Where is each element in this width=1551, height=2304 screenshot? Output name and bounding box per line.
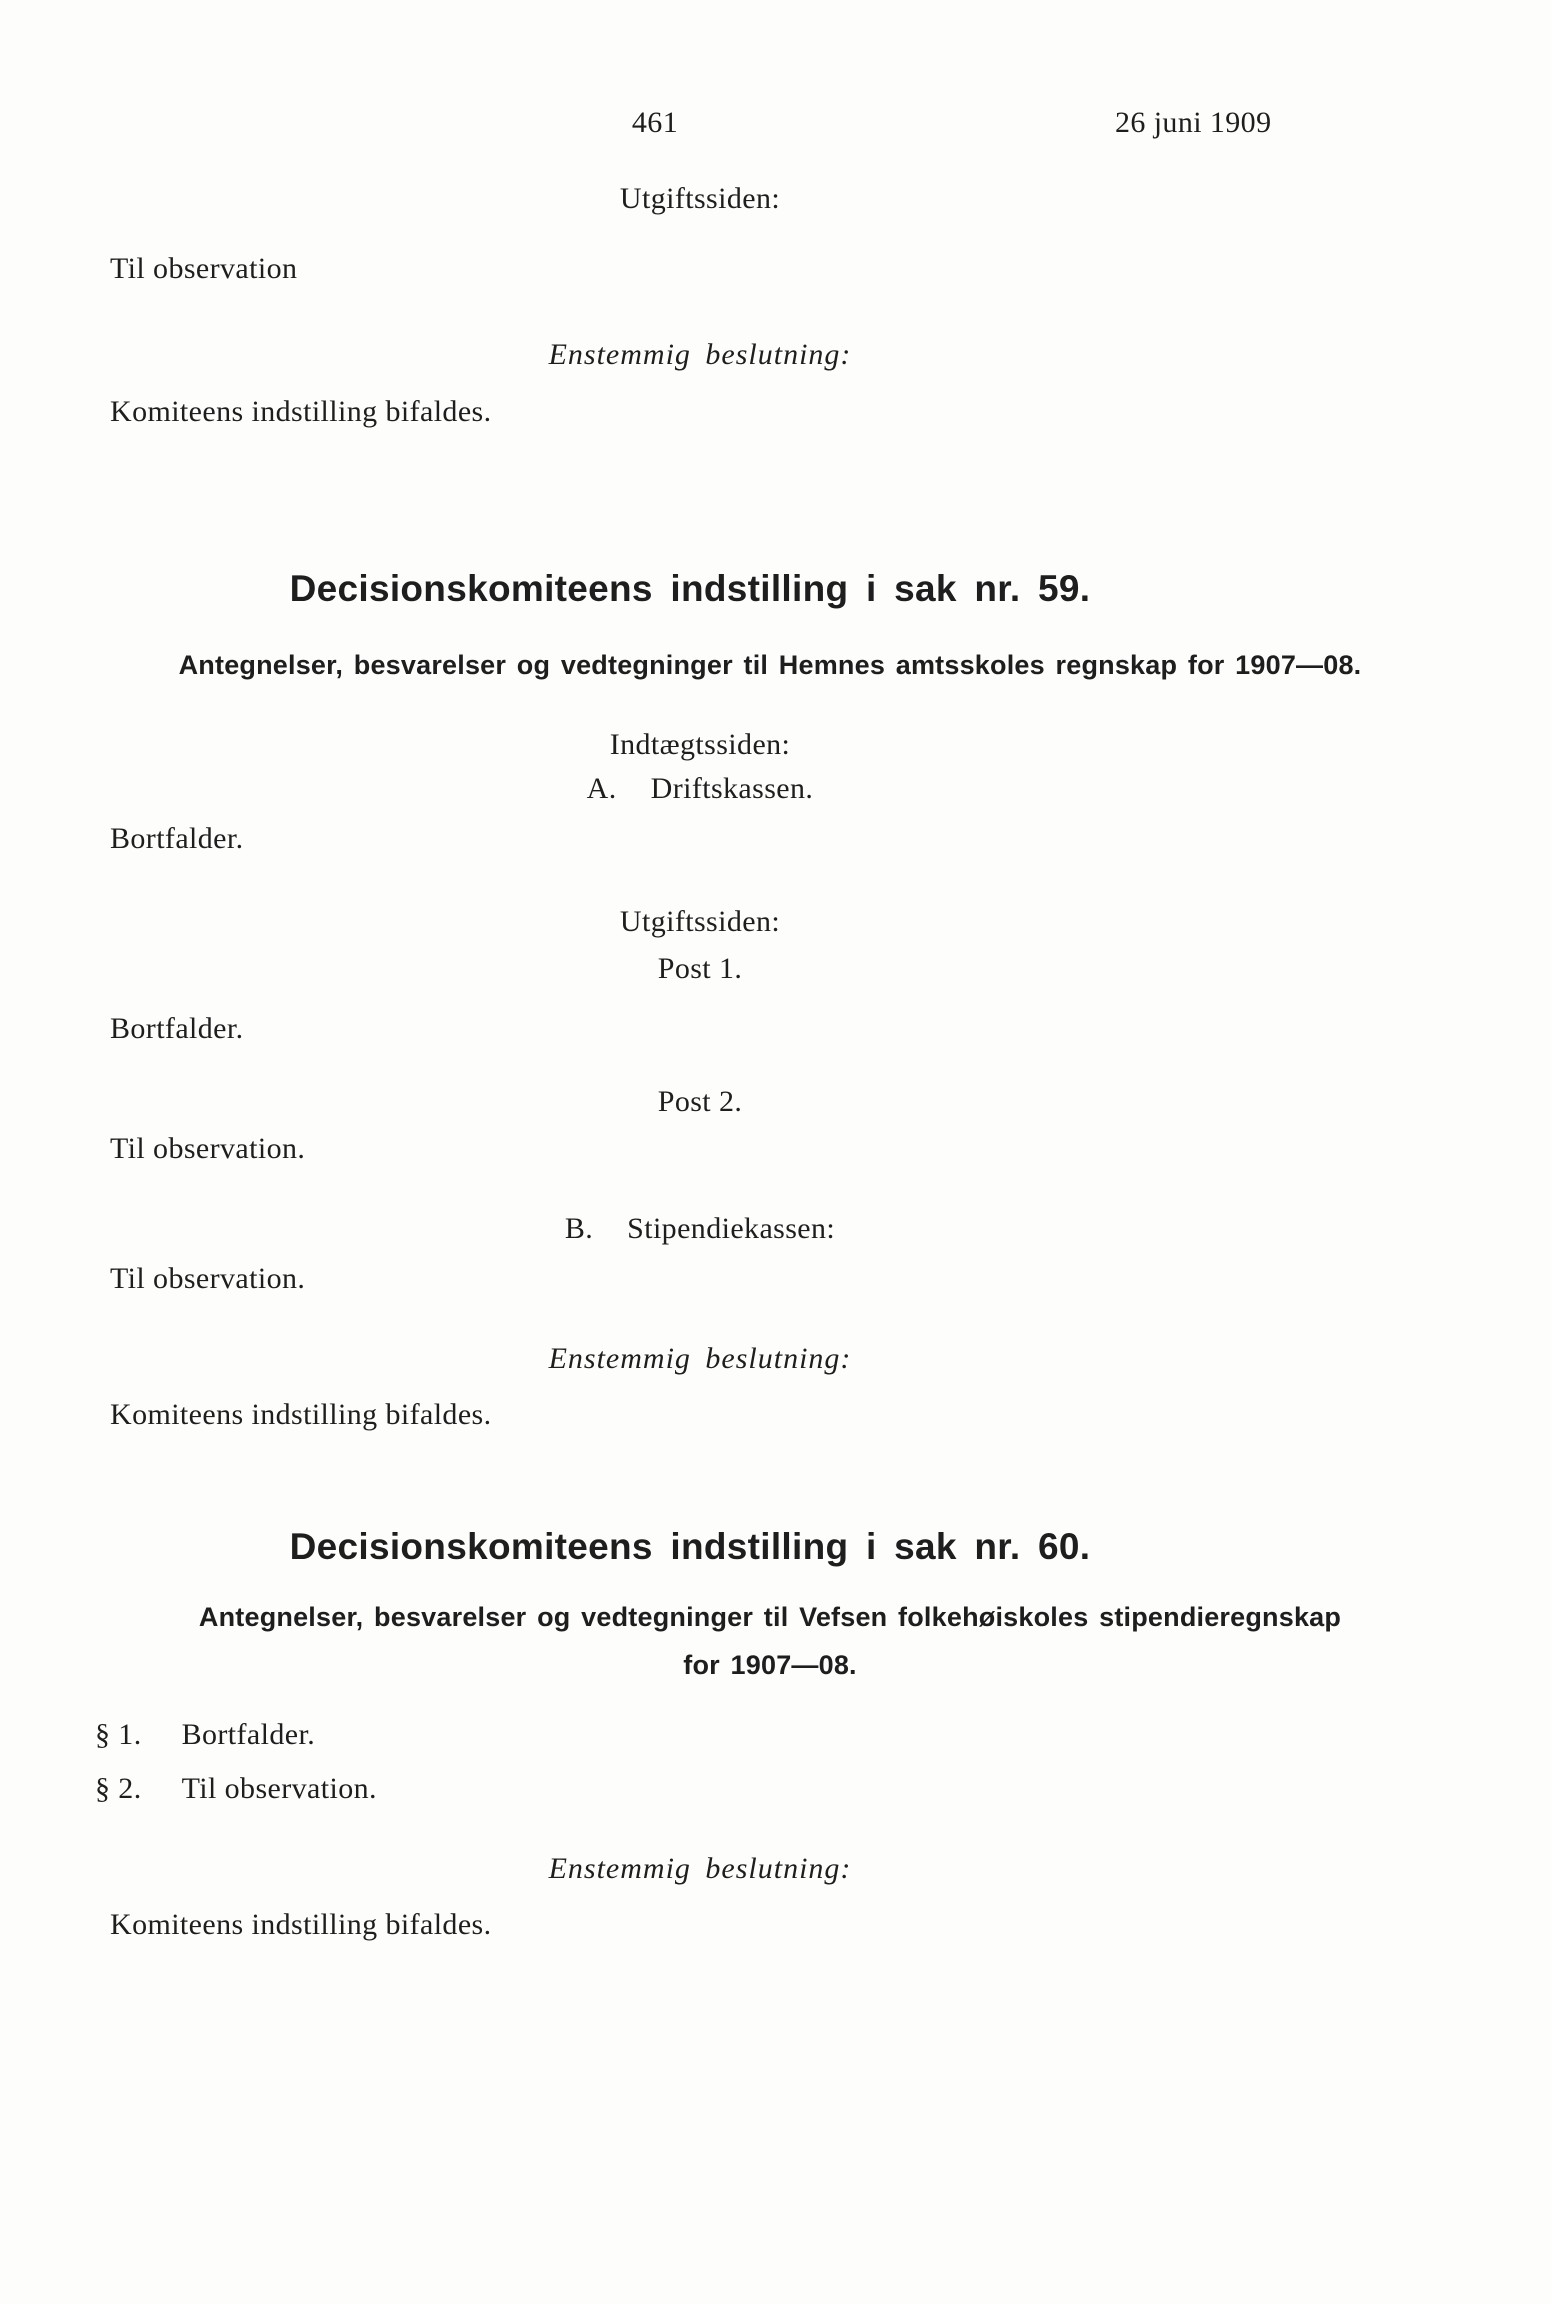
resolution-text-59: Komiteens indstilling bifaldes. [110,1398,492,1431]
post1-result-note: Bortfalder. [110,1012,244,1045]
stipend-result-note: Til observation. [110,1262,306,1295]
resolution-label-59: Enstemmig beslutning: [548,1342,852,1375]
expense-side-heading-top: Utgiftssiden: [619,182,781,215]
income-section-line [0,772,1400,806]
paragraph-1-line [95,1718,315,1752]
income-side-heading: Indtægtssiden: [609,728,791,761]
paragraph-2-text: Til observation. [181,1772,377,1805]
expense-side-heading-59: Utgiftssiden: [619,905,781,938]
paragraph-2-line [95,1772,377,1806]
stipend-section-line [0,1212,1400,1246]
resolution-text-60: Komiteens indstilling bifaldes. [110,1908,492,1941]
resolution-text-top: Komiteens indstilling bifaldes. [110,395,492,428]
sak60-subtitle-line2: for 1907—08. [683,1650,857,1680]
sak59-subtitle: Antegnelser, besvarelser og vedtegninger til Hemnes amtsskoles regnskap for 1907—08. [178,650,1362,680]
paragraph-2-marker: § 2. [95,1772,142,1805]
sak59-title: Decisionskomiteens indstilling i sak nr. 59. [289,568,1091,609]
income-section-name: Driftskassen. [650,772,814,805]
resolution-label-top: Enstemmig beslutning: [548,338,852,371]
post2-result-note: Til observation. [110,1132,306,1165]
paragraph-1-text: Bortfalder. [181,1718,316,1751]
observation-note-top: Til observation [110,252,298,285]
income-result-note: Bortfalder. [110,822,244,855]
page-number: 461 [631,106,679,139]
paragraph-1-marker: § 1. [95,1718,142,1751]
sak60-subtitle-line1: Antegnelser, besvarelser og vedtegninger til Vefsen folkehøiskoles stipendieregnskap [198,1602,1342,1632]
post2-heading: Post 2. [657,1085,743,1118]
sak60-title: Decisionskomiteens indstilling i sak nr. 60. [289,1526,1091,1567]
stipend-section-name: Stipendiekassen: [627,1212,836,1245]
resolution-label-60: Enstemmig beslutning: [548,1852,852,1885]
income-section-letter: A. [586,772,617,805]
date-stamp: 26 juni 1909 [1115,106,1272,139]
post1-heading: Post 1. [657,952,743,985]
stipend-section-letter: B. [564,1212,594,1245]
